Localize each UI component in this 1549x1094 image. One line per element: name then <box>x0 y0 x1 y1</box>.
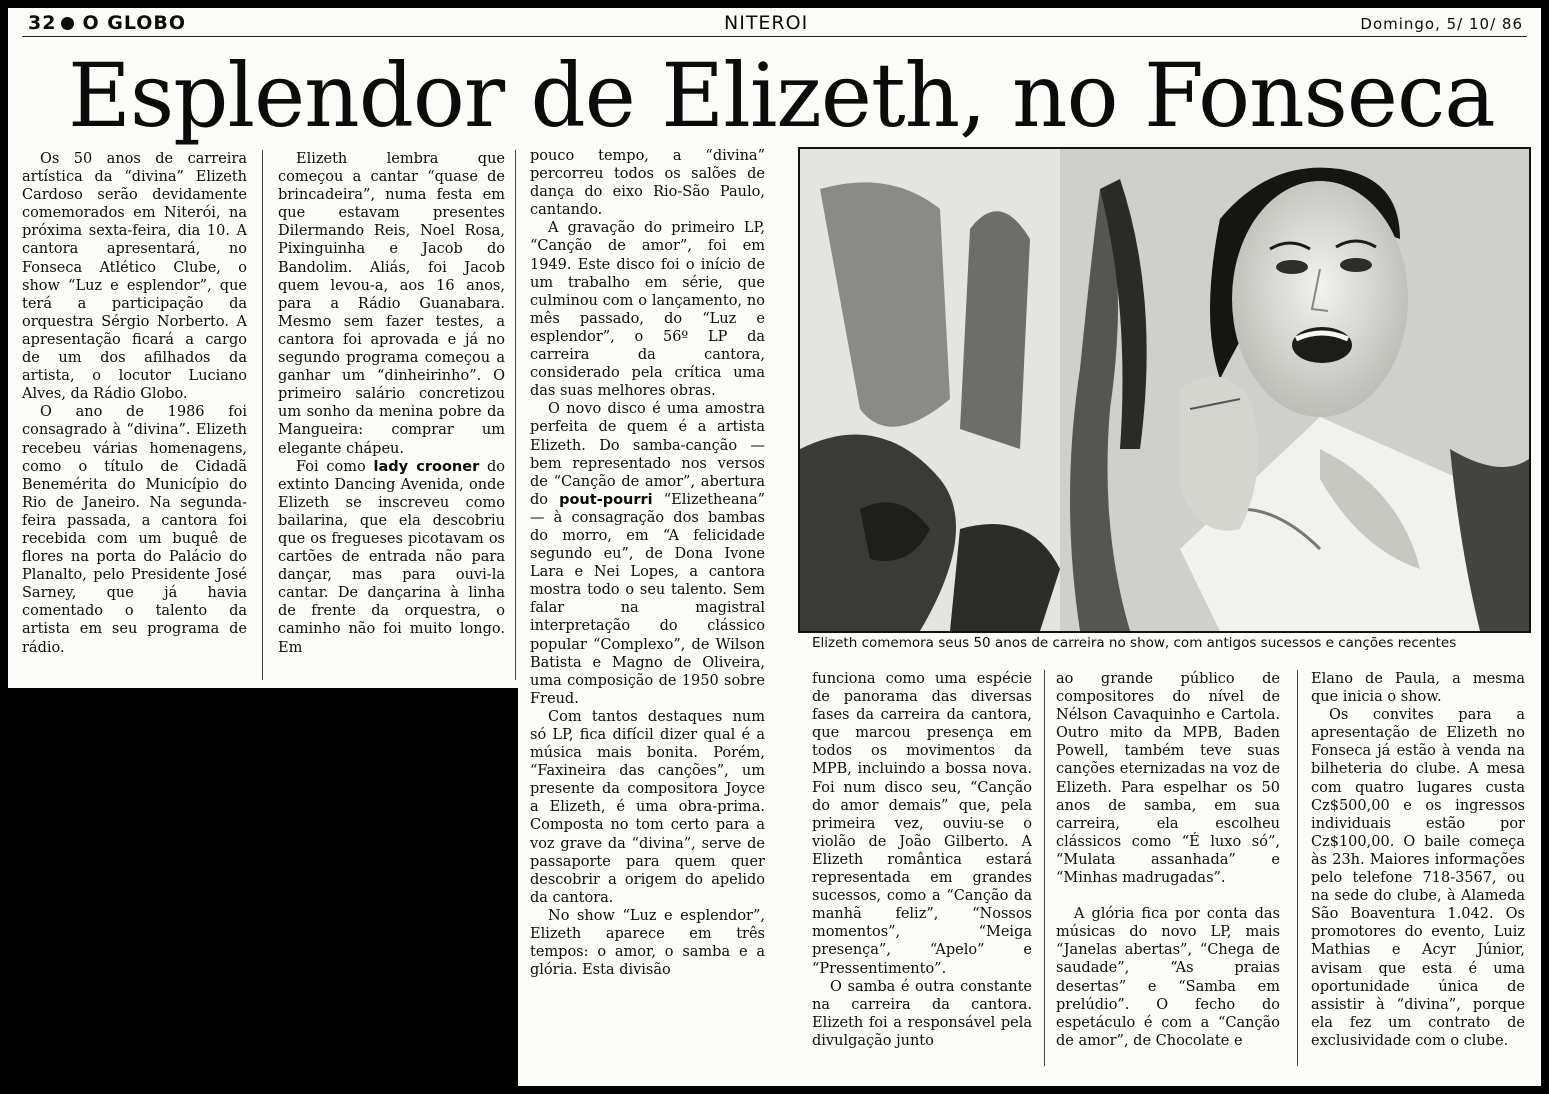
paragraph: O novo disco é uma amostra perfeita de quem é a artista Elizeth. Do samba-canção — bem representado nos versos de “Canção de amor”, abertura do pout-pourri “Elizetheana” — à consagração dos bambas do morro, em “A felicidade segundo eu”, de Dona Ivone Lara e Nei Lopes, a cantora mostra todo o seu talento. Sem falar na magistral interpretação do clássico popular “Complexo”, de Wilson Batista e Magno de Oliveira, uma composição de 1950 sobre Freud. <box>530 401 766 707</box>
bullet-dot <box>61 17 74 30</box>
bold-term: pout-pourri <box>559 491 653 508</box>
section-name: NITEROI <box>724 12 809 34</box>
newspaper-name: O GLOBO <box>82 12 187 34</box>
column-rule <box>262 150 263 680</box>
issue-date: Domingo, 5/ 10/ 86 <box>1360 15 1523 33</box>
page-number: 32 O GLOBO <box>28 12 187 34</box>
article-column-5 <box>1056 670 1280 1050</box>
paragraph: pouco tempo, a “divina” percorreu todos os salões de dança do eixo Rio-São Paulo, cantando. <box>530 148 765 219</box>
paragraph: A glória fica por conta das músicas do novo LP, mais “Janelas abertas”, “Chega de saudade”, “As praias desertas” e “Samba em prelúdio”. O fecho do espetáculo é com a “Canção de amor”, de Chocolate e <box>1056 906 1280 1049</box>
article-column-3 <box>530 147 765 979</box>
column-rule <box>515 150 516 680</box>
photo-image <box>800 149 1529 631</box>
elizeth-photo <box>798 147 1531 633</box>
paragraph: Com tantos destaques num só LP, fica difícil dizer qual é a música mais bonita. Porém, “Faxineira das canções”, um presente da compositora Joyce a Elizeth, é uma obra-prima. Composta no tom certo para a voz grave da “divina”, serve de passaporte para quem quer descobrir a origem do apelido da cantora. <box>530 708 765 906</box>
paragraph: Os convites para a apresentação de Elizeth no Fonseca já estão à venda na bilheteria do clube. A mesa com quatro lugares custa Cz$500,00 e os ingressos individuais estão por Cz$100,00. O baile começa às 23h. Maiores informações pelo telefone 718-3567, ou na sede do clube, à Alameda São Boaventura 1.042. Os promotores do evento, Luiz Mathias e Acyr Júnior, avisam que esta é uma oportunidade única de assistir à “divina”, porque ela fez um contrato de exclusividade com o clube. <box>1311 707 1525 1049</box>
article-column-2 <box>278 150 505 657</box>
paragraph: Foi como lady crooner do extinto Dancing Avenida, onde Elizeth se inscreveu como bailarina, que ela descobriu que os fregueses picotavam os cartões de entrada não para dançar, mas para ouvi-la cantar. De dançarina à linha de frente da orquestra, o caminho não foi muito longo. Em <box>278 458 505 656</box>
photo-caption: Elizeth comemora seus 50 anos de carreira no show, com antigos sucessos e canções recentes <box>812 635 1457 651</box>
bold-term: lady crooner <box>373 458 480 475</box>
column-rule <box>1044 670 1045 1066</box>
column-rule <box>1297 670 1298 1066</box>
header-rule <box>22 36 1527 37</box>
article-column-4 <box>812 670 1032 1050</box>
paragraph: Elizeth lembra que começou a cantar “quase de brincadeira”, numa festa em que estavam presentes Dilermando Reis, Noel Rosa, Pixinguinha e Jacob do Bandolim. Aliás, foi Jacob quem levou-a, aos 16 anos, para a Rádio Guanabara. Mesmo sem fazer testes, a cantora foi aprovada e já no segundo programa começou a ganhar um “dinheirinho”. O primeiro salário concretizou um sonho da menina pobre da Mangueira: comprar um elegante chápeu. <box>278 151 505 457</box>
paragraph: No show “Luz e esplendor”, Elizeth aparece em três tempos: o amor, o samba e a glória. Esta divisão <box>530 907 765 979</box>
headline: Esplendor de Elizeth, no Fonseca <box>68 44 1495 147</box>
paragraph: Os 50 anos de carreira artística da “divina” Elizeth Cardoso serão devidamente comemorados em Niterói, na próxima sexta-feira, dia 10. A cantora apresentará, no Fonseca Atlético Clube, o show “Luz e esplendor”, que terá a participação da orquestra Sérgio Norberto. A apresentação ficará a cargo de um dos afilhados da artista, o locutor Luciano Alves, da Rádio Globo. <box>22 151 247 403</box>
article-column-6 <box>1311 670 1525 1050</box>
paragraph: funciona como uma espécie de panorama das diversas fases da carreira da cantora, que marcou presença em todos os movimentos da MPB, incluindo a bossa nova. Foi num disco seu, “Canção do amor demais” que, pela primeira vez, ouviu-se o violão de João Gilberto. A Elizeth romântica estará representada em grandes sucessos, como a “Canção da manhã feliz”, “Nossos momentos”, “Meiga presença”, “Apelo” e “Pressentimento”. <box>812 671 1032 977</box>
paragraph: O samba é outra constante na carreira da cantora. Elizeth foi a responsável pela divulgação junto <box>812 978 1032 1049</box>
paragraph: ao grande público de compositores do nível de Nélson Cavaquinho e Cartola. Outro mito da MPB, Baden Powell, também teve suas canções eternizadas na voz de Elizeth. Para espelhar os 50 anos de samba, em sua carreira, ela escolheu clássicos como “É luxo só”, “Mulata assanhada” e “Minhas madrugadas”. <box>1056 671 1280 887</box>
paragraph: A gravação do primeiro LP, “Canção de amor”, foi em 1949. Este disco foi o início de um trabalho em série, que culminou com o lançamento, no mês passado, do “Luz e esplendor”, o 56º LP da carreira da cantora, considerado pela crítica uma das suas melhores obras. <box>530 220 765 400</box>
paragraph: Elano de Paula, a mesma que inicia o show. <box>1311 671 1525 706</box>
article-column-1 <box>22 150 247 657</box>
paragraph: O ano de 1986 foi consagrado à “divina”. Elizeth recebeu várias homenagens, como o título de Cidadã Benemérita do Município do Rio de Janeiro. Na segunda-feira passada, a cantora foi recebida com um buquê de flores na porta do Palácio do Planalto, pelo Presidente José Sarney, que já havia comentado o talento da artista em seu programa de rádio. <box>22 404 247 656</box>
